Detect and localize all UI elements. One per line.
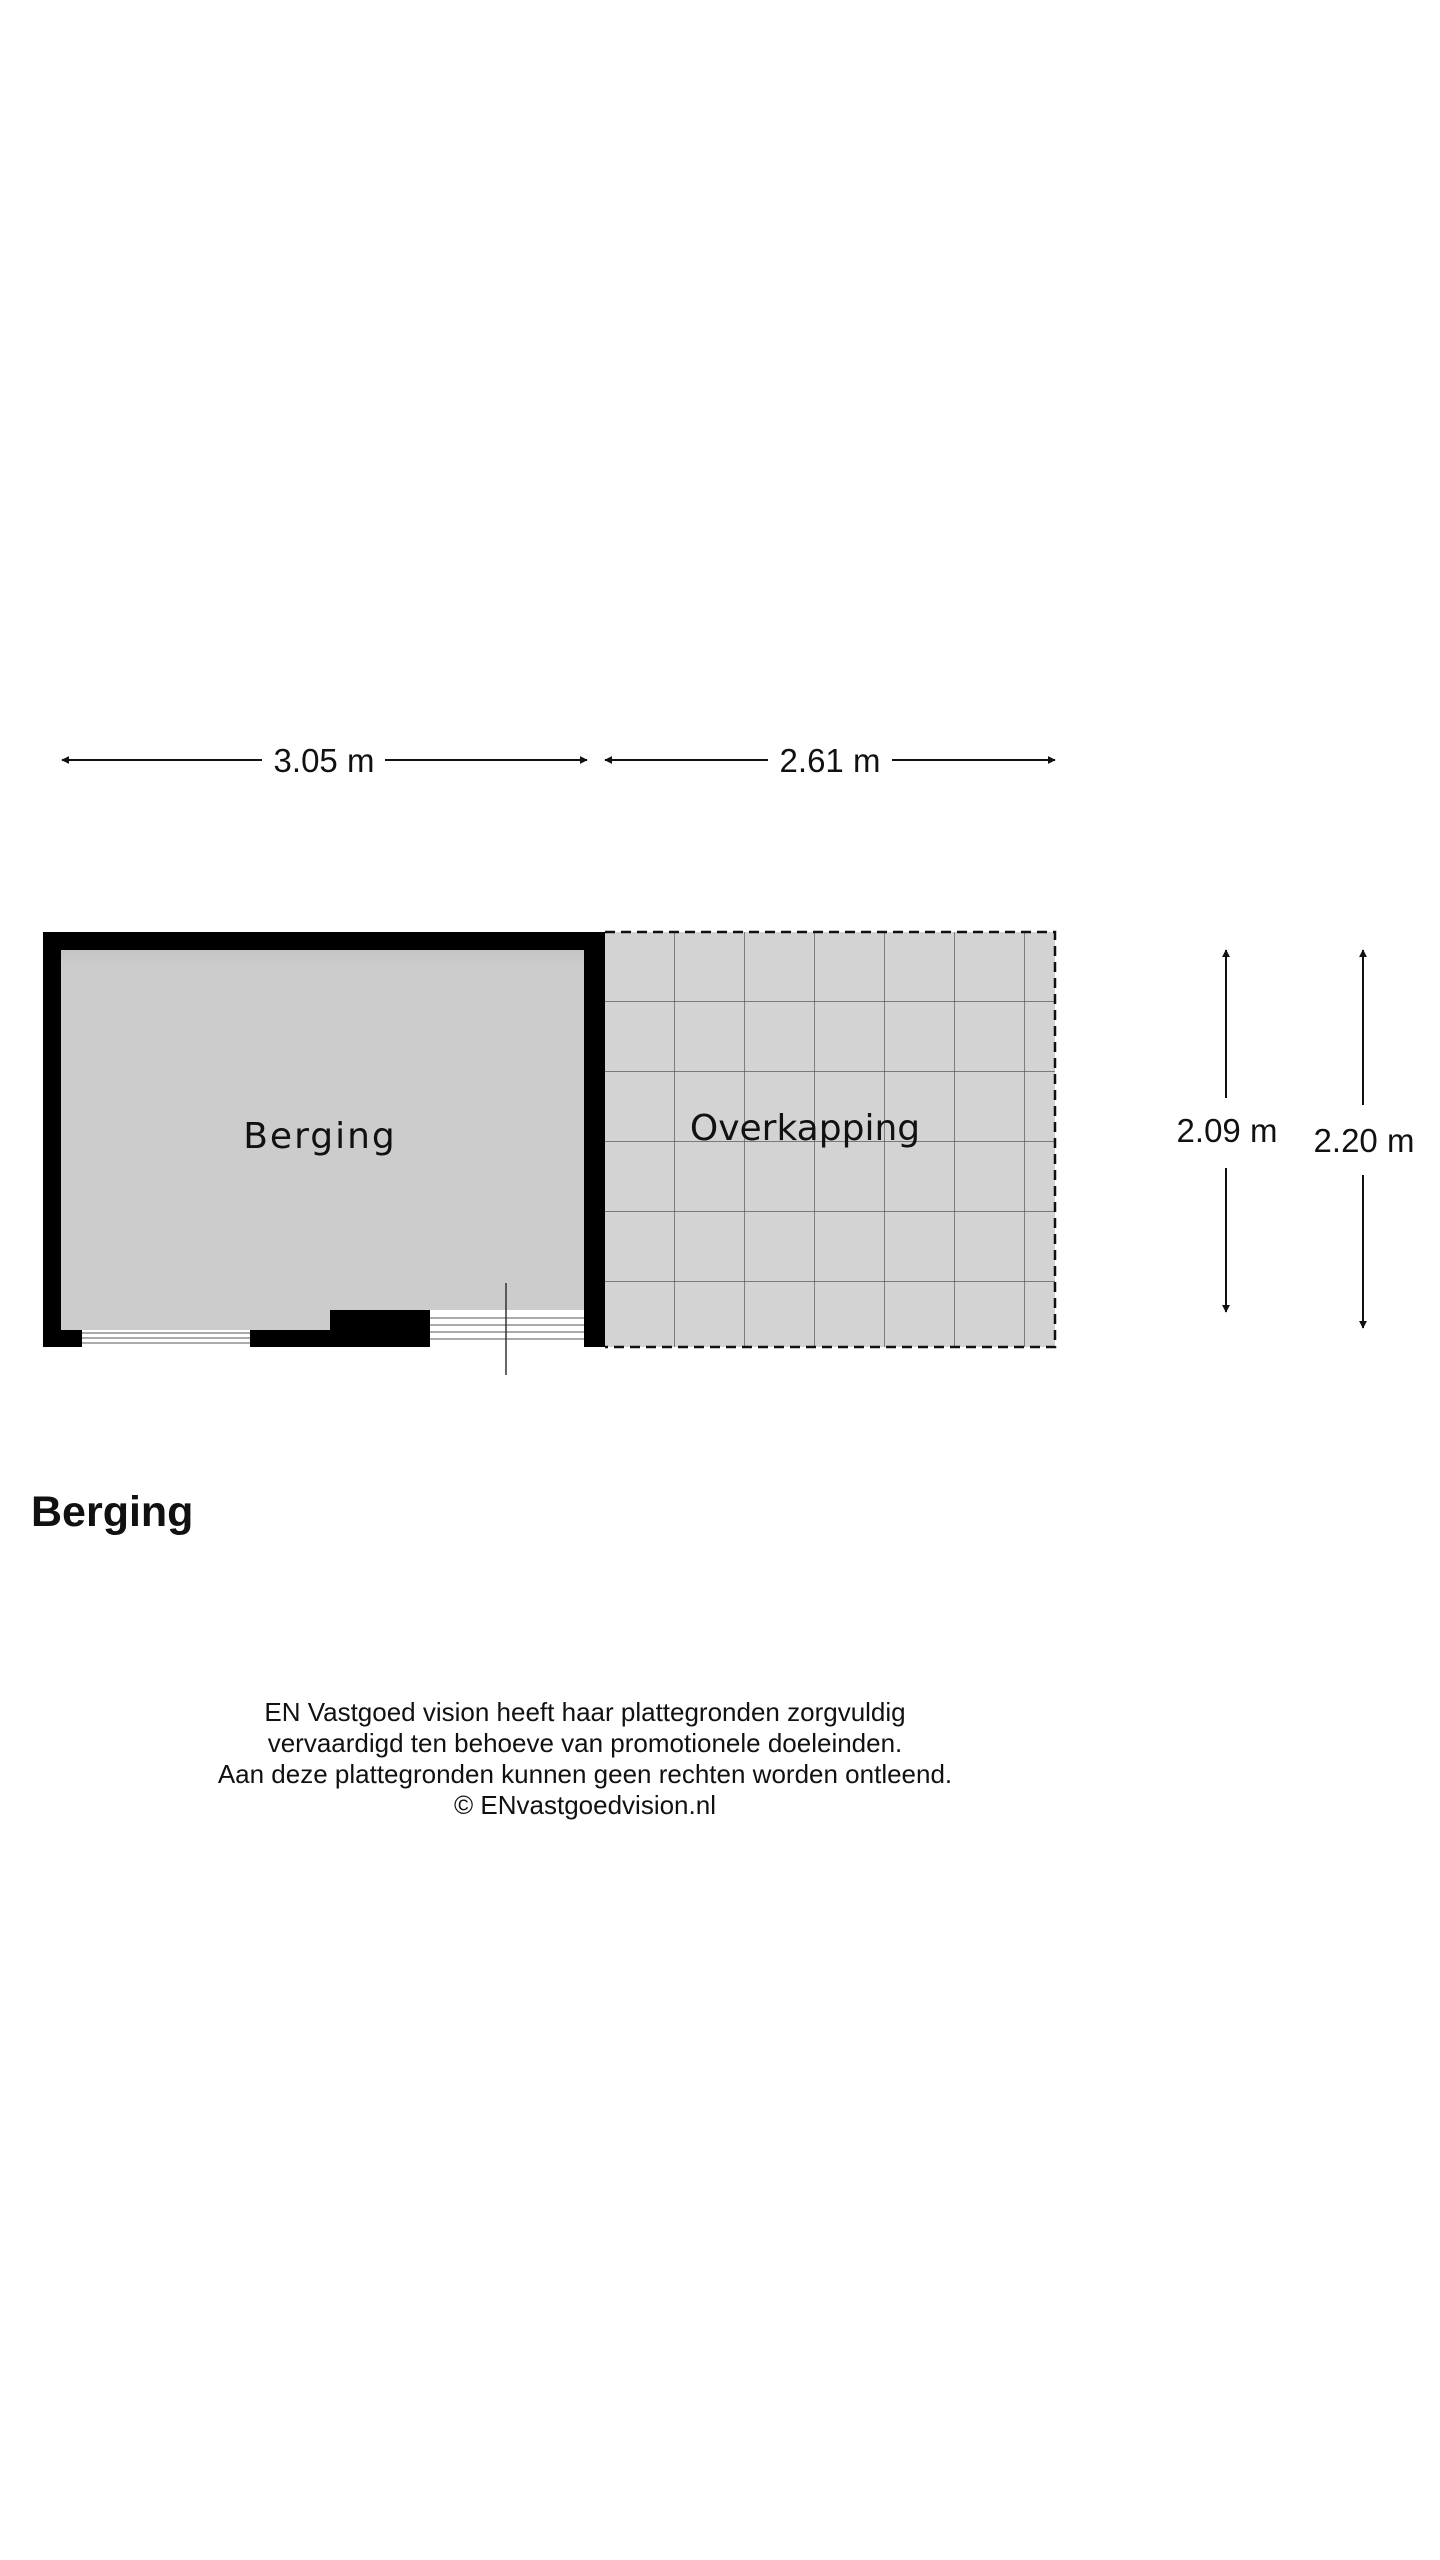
dimension-width-berging: [62, 742, 587, 779]
room-label-overkapping: Overkapping: [689, 1108, 921, 1149]
window: [72, 1330, 260, 1347]
dimension-label: 2.61 m: [779, 742, 881, 779]
disclaimer: [130, 1697, 1040, 1821]
disclaimer-line: EN Vastgoed vision heeft haar plattegronden zorgvuldig: [264, 1697, 906, 1727]
disclaimer-line: © ENvastgoedvision.nl: [454, 1790, 716, 1820]
room-berging: [43, 932, 605, 1375]
dimension-depth-outer: [1314, 950, 1415, 1328]
disclaimer-line: vervaardigd ten behoeve van promotionele doeleinden.: [267, 1728, 903, 1758]
dimension-depth-inner: [1177, 950, 1278, 1312]
dimension-label: 2.20 m: [1313, 1122, 1415, 1159]
dimension-label: 3.05 m: [273, 742, 375, 779]
dimension-label: 2.09 m: [1176, 1112, 1278, 1149]
disclaimer-line: Aan deze plattegronden kunnen geen rechten worden ontleend.: [217, 1759, 953, 1789]
room-label-berging: Berging: [243, 1116, 397, 1157]
floor-title: Berging: [31, 1488, 194, 1536]
dimension-width-overkapping: [605, 742, 1055, 779]
room-overkapping: [605, 932, 1055, 1347]
